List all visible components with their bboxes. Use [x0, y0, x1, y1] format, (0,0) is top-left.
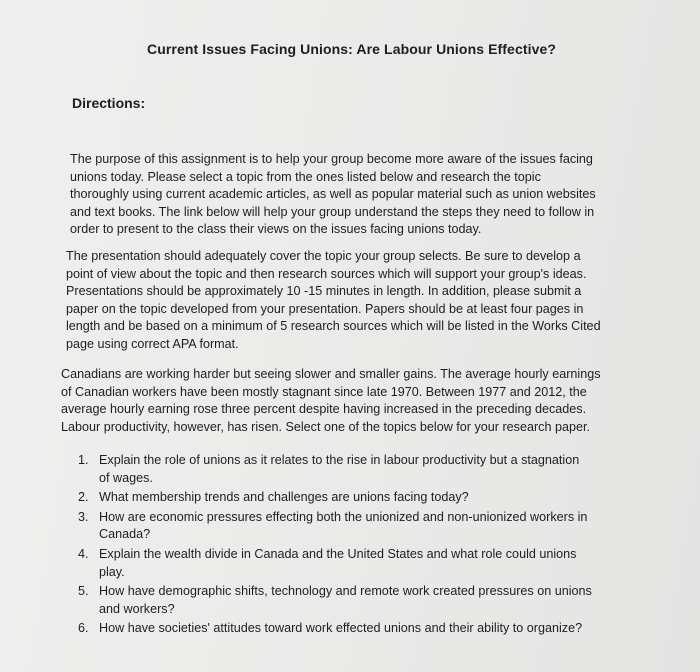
topic-line: Explain the role of unions as it relates to the rise in labour productivity but a stagnation	[99, 453, 580, 467]
topic-list	[78, 452, 592, 640]
paragraph-line: thoroughly using current academic articles, as well as popular material such as union websites	[70, 187, 596, 202]
topic-number: 3.	[78, 509, 89, 524]
paragraph-line: average hourly earning rose three percent despite having increased in the preceding decades.	[61, 402, 587, 417]
paragraph-line: unions today. Please select a topic from the ones listed below and research the topic	[70, 169, 541, 184]
topic-item	[78, 583, 592, 618]
topic-item	[78, 620, 592, 638]
paragraph-presentation	[66, 248, 601, 354]
topic-line: and workers?	[99, 601, 175, 616]
topic-item	[78, 489, 592, 507]
paragraph-line: The purpose of this assignment is to help your group become more aware of the issues facing	[70, 152, 593, 166]
topic-number: 5.	[78, 584, 89, 599]
topic-item	[78, 546, 592, 581]
paragraph-line: paper on the topic developed from your presentation. Papers should be at least four pages in	[66, 301, 584, 316]
topic-line: How have societies' attitudes toward work effected unions and their ability to organize?	[99, 621, 583, 636]
paragraph-line: Presentations should be approximately 10 -15 minutes in length. In addition, please submit a	[66, 284, 582, 299]
paragraph-context	[61, 366, 601, 436]
topic-item	[78, 452, 592, 487]
topic-line: How have demographic shifts, technology and remote work created pressures on unions	[99, 584, 592, 599]
paragraph-line: Labour productivity, however, has risen. Select one of the topics below for your research paper.	[61, 419, 590, 434]
topic-line: play.	[99, 564, 125, 579]
topic-line: How are economic pressures effecting both the unionized and non-unionized workers in	[99, 509, 588, 524]
topic-line: Explain the wealth divide in Canada and the United States and what role could unions	[99, 546, 577, 561]
paragraph-line: length and be based on a minimum of 5 research sources which will be listed in the Works Cited	[66, 319, 601, 334]
paragraph-line: of Canadian workers have been mostly stagnant since late 1970. Between 1977 and 2012, the	[61, 384, 587, 399]
topic-number: 4.	[78, 546, 89, 561]
topic-line: What membership trends and challenges are unions facing today?	[99, 490, 469, 505]
paragraph-line: page using correct APA format.	[66, 336, 239, 351]
paragraph-purpose	[70, 151, 596, 239]
topic-number: 2.	[78, 490, 89, 505]
topic-number: 1.	[78, 453, 89, 467]
paragraph-line: and text books. The link below will help your group understand the steps they need to follow in	[70, 204, 595, 219]
topic-number: 6.	[78, 621, 89, 636]
topic-line: of wages.	[99, 470, 153, 485]
paragraph-line: Canadians are working harder but seeing slower and smaller gains. The average hourly earnings	[61, 367, 601, 381]
paragraph-line: order to present to the class their views on the issues facing unions today.	[70, 222, 482, 237]
paragraph-line: point of view about the topic and then research sources which will support your group's ideas.	[66, 266, 587, 281]
document-title: Current Issues Facing Unions: Are Labour Unions Effective?	[147, 41, 557, 57]
topic-item	[78, 509, 592, 544]
directions-heading: Directions:	[72, 95, 146, 111]
topic-line: Canada?	[99, 527, 151, 542]
paragraph-line: The presentation should adequately cover the topic your group selects. Be sure to develop a	[66, 249, 581, 263]
